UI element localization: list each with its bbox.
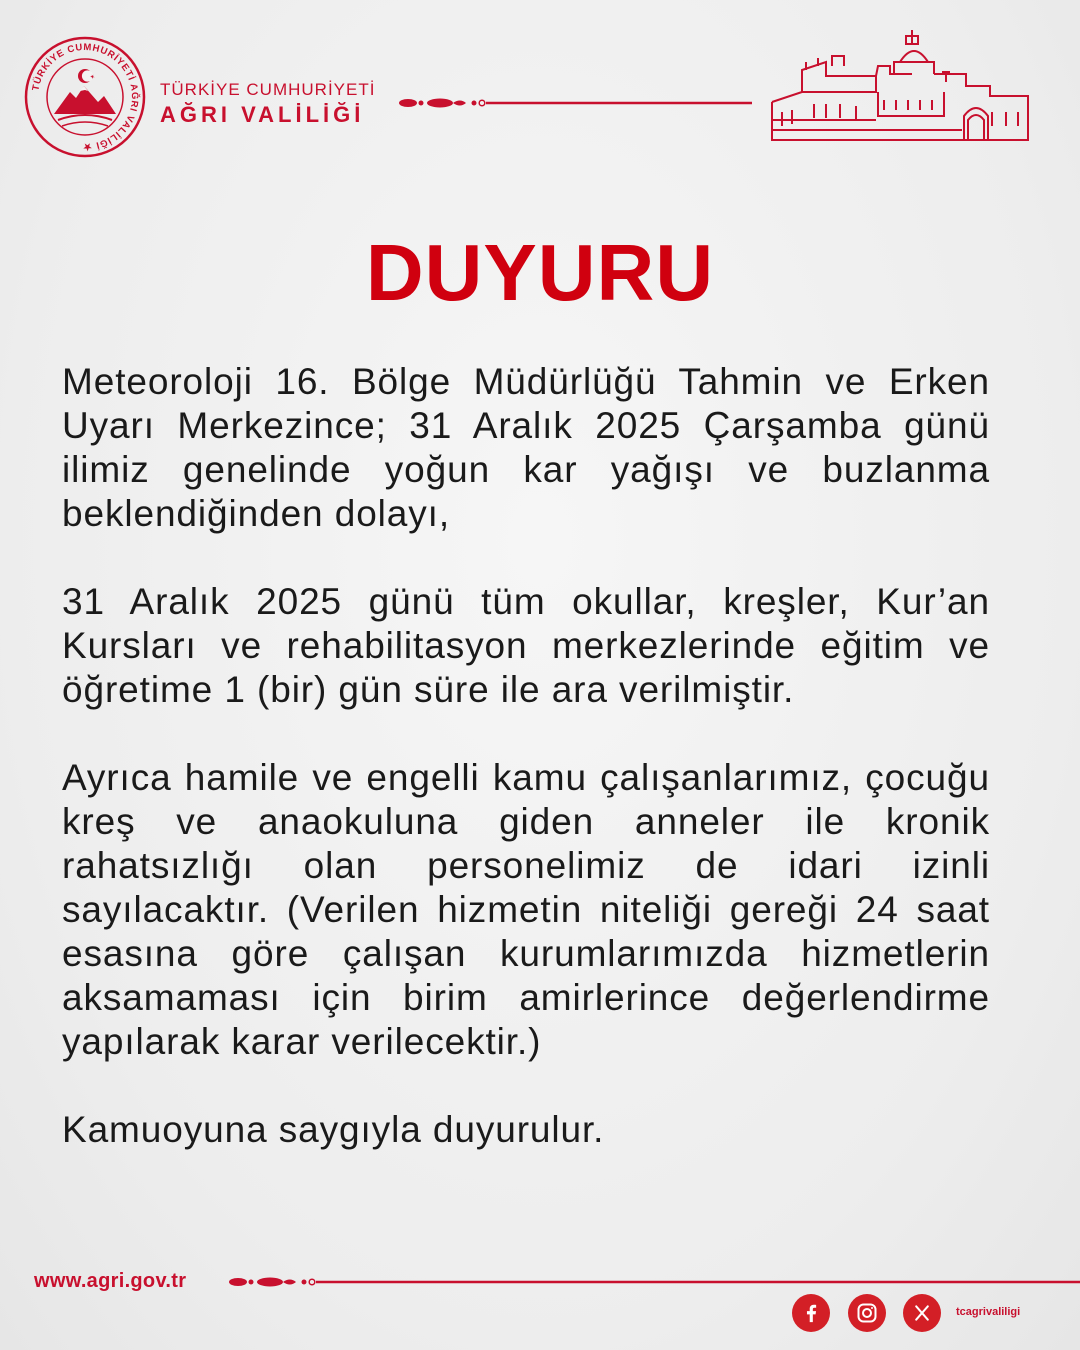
website-link[interactable]: www.agri.gov.tr [34, 1270, 187, 1292]
instagram-icon[interactable] [848, 1294, 886, 1332]
announcement-body [62, 360, 990, 1152]
paragraph-administrative-leave: Ayrıca hamile ve engelli kamu çalışanlarımız, çocuğu kreş ve anaokuluna giden anneler ile kronik rahatsızlığı olan personelimiz de idari izinli sayılacaktır. (Verilen hizmetin niteliği gereği 24 saat esasına göre çalışan kurumlarımızda hizmetlerin aksamaması için birim amirlerince değerlendirme yapılarak karar verilecektir.) [62, 757, 990, 1062]
institution-name [160, 80, 375, 128]
svg-text:TÜRKİYE CUMHURİYETİ AĞRI VALİL: TÜRKİYE CUMHURİYETİ AĞRI VALİLİĞİ ★ [30, 41, 141, 153]
paragraph-closing: Kamuoyuna saygıyla duyurulur. [62, 1109, 605, 1150]
social-handle[interactable]: tcagrivaliligi [956, 1306, 1021, 1318]
x-icon[interactable] [903, 1294, 941, 1332]
announcement-title: DUYURU [365, 228, 715, 317]
palace-illustration [766, 26, 1038, 148]
paragraph-school-closure: 31 Aralık 2025 günü tüm okullar, kreşler, Kur’an Kursları ve rehabilitasyon merkezlerinde eğitim ve öğretime 1 (bir) gün süre ile ara verilmiştir. [62, 581, 990, 710]
header-ornament-divider [398, 94, 754, 112]
paragraph-weather-warning: Meteoroloji 16. Bölge Müdürlüğü Tahmin ve Erken Uyarı Merkezince; 31 Aralık 2025 Çarşamba günü ilimiz genelinde yoğun kar yağışı ve buzlanma beklendiğinden dolayı, [62, 361, 990, 534]
governorship-seal-logo [24, 36, 146, 158]
footer-ornament-divider [228, 1272, 1080, 1292]
institution-main-line: AĞRI VALİLİĞİ [160, 102, 365, 127]
facebook-icon[interactable] [792, 1294, 830, 1332]
institution-top-line: TÜRKİYE CUMHURİYETİ [160, 80, 376, 99]
